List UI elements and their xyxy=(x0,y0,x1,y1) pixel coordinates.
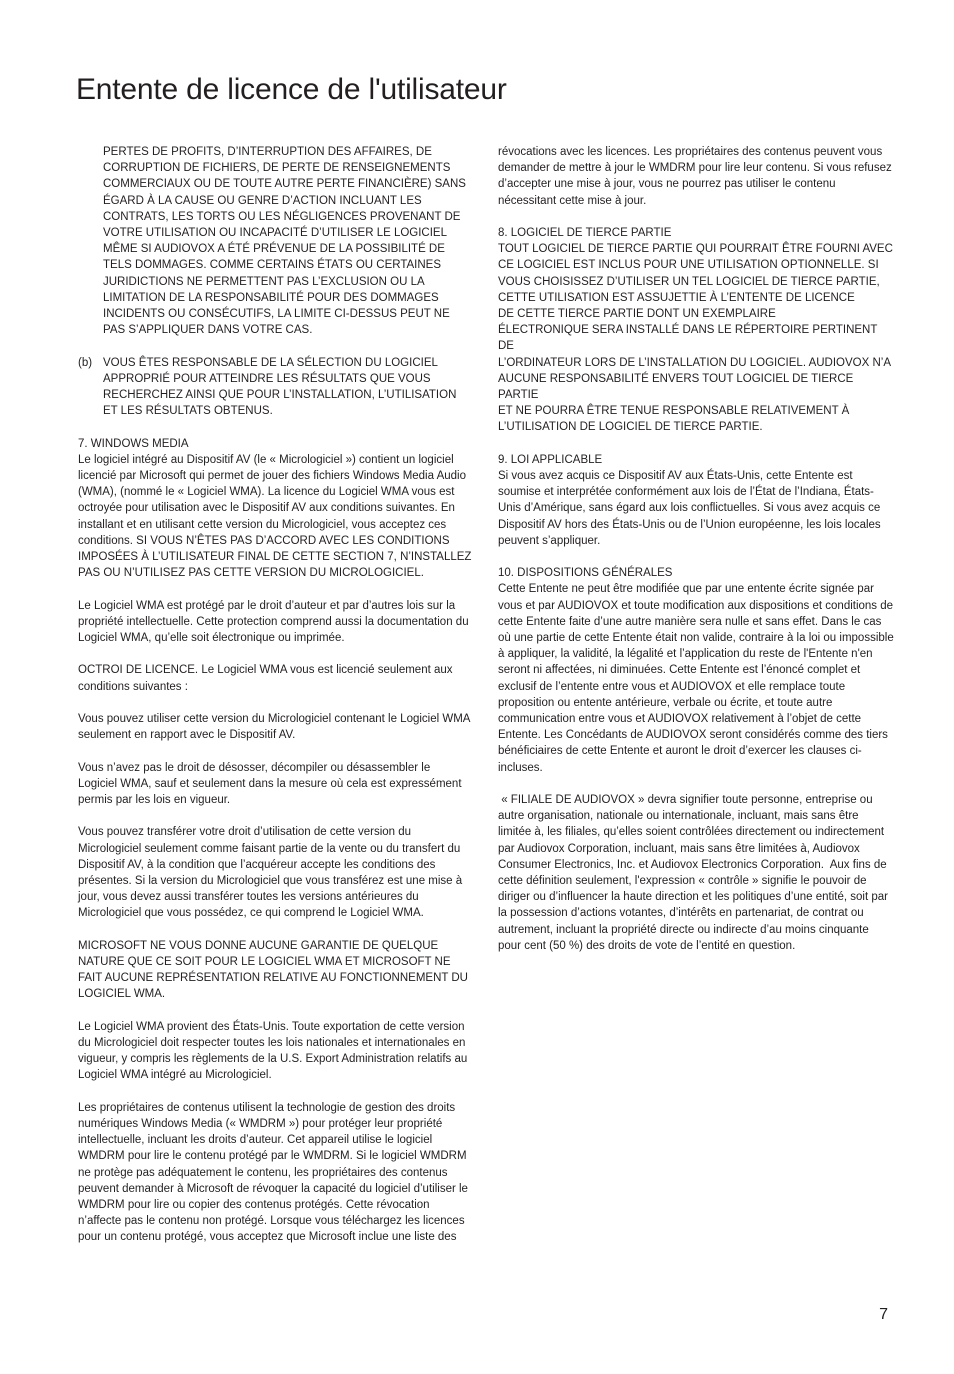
section-7-paragraph-3: OCTROI DE LICENCE. Le Logiciel WMA vous est licencié seulement aux conditions suivantes : xyxy=(78,664,453,693)
page-title: Entente de licence de l'utilisateur xyxy=(76,73,507,106)
section-7-paragraph-7: MICROSOFT NE VOUS DONNE AUCUNE GARANTIE DE QUELQUE NATURE QUE CE SOIT POUR LE LOGICIEL WMA ET MICROSOFT NE FAIT AUCUNE REPRÉSENTATION RELATIVE AU FONCTIONNEMENT DU LOGICIEL WMA. xyxy=(78,939,468,1001)
clause-b-label: (b) xyxy=(78,356,93,369)
section-8-line: L’UTILISATION DE LOGICIEL DE TIERCE PARTIE. xyxy=(498,421,763,434)
section-7-paragraph-2: Le Logiciel WMA est protégé par le droit d’auteur et par d’autres lois sur la propriété intellectuelle. Cette protection comprend aussi la documentation du Logiciel WMA, qu’elle soit électronique ou imprimée. xyxy=(78,599,469,645)
section-7 xyxy=(78,436,472,582)
clause-b-text: VOUS ÊTES RESPONSABLE DE LA SÉLECTION DU LOGICIEL APPROPRIÉ POUR ATTEINDRE LES RÉSULTATS QUE VOUS RECHERCHEZ AINSI QUE POUR L’INSTALLATION, L’UTILISATION ET LES RÉSULTATS OBTENUS. xyxy=(103,356,457,418)
section-8-line: DE CETTE TIERCE PARTIE DONT UN EXEMPLAIRE xyxy=(498,308,776,321)
right-column xyxy=(498,144,894,970)
section-8-line: L’ORDINATEUR LORS DE L’INSTALLATION DU LOGICIEL. AUDIOVOX N’A xyxy=(498,356,892,369)
section-9 xyxy=(498,452,894,549)
section-10 xyxy=(498,565,894,776)
wmdrm-continuation: révocations avec les licences. Les propriétaires des contenus peuvent vous demander de mettre à jour le WMDRM pour lire leur contenu. Si vous refusez d’accepter une mise à jour, vous ne pourrez pas utiliser le contenu nécessitant cette mise à jour. xyxy=(498,146,892,207)
section-7-heading: 7. WINDOWS MEDIA xyxy=(78,437,189,450)
section-8-line: ÉLECTRONIQUE SERA INSTALLÉ DANS LE RÉPERTOIRE PERTINENT DE xyxy=(498,324,878,353)
section-7-paragraph-5: Vous n’avez pas le droit de désosser, décompiler ou désassembler le Logiciel WMA, sauf et seulement dans la mesure où cela est expressément permis par les lois en vigueur. xyxy=(78,761,462,807)
section-10-paragraph-1: Cette Entente ne peut être modifiée que par une entente écrite signée par vous et par AUDIOVOX et toute modification aux dispositions et conditions de cette Entente faite d’une autre manière sera nulle et sans effet. Dans le cas où une partie de cette Entente était non valide, contraire à la loi ou impossible à appliquer, la validité, la légalité et l’application du reste de l'Entente n'en seront ni affectées, ni diminuées. Cette Entente est l’énoncé complet et exclusif de l’entente entre vous et AUDIOVOX et elle remplace toute proposition ou entente antérieure, verbale ou écrite, et toute autre communication entre vous et AUDIOVOX relativement à l’objet de cette Entente. Les Concédants de AUDIOVOX seront considérés comme des tiers bénéficiaires de cette Entente et auront le droit d’exercer les clauses ci-incluses. xyxy=(498,583,894,774)
page-number: 7 xyxy=(879,1306,888,1323)
section-8-line: TOUT LOGICIEL DE TIERCE PARTIE QUI POURRAIT ÊTRE FOURNI AVEC xyxy=(498,243,893,256)
section-7-paragraph-4: Vous pouvez utiliser cette version du Micrologiciel contenant le Logiciel WMA seulement en rapport avec le Dispositif AV. xyxy=(78,713,470,742)
section-10-paragraph-2: « FILIALE DE AUDIOVOX » devra signifier toute personne, entreprise ou autre organisation, nationale ou internationale, incluant, mais sans être limitée à, les filiales, qu’elles soient contrôlées directement ou indirectement par Audiovox Corporation, incluant, mais sans être limitées à, Audiovox Consumer Electronics, Inc. et Audiovox Electronics Corporation. Aux fins de cette définition seulement, l'expression « contrôle » signifie le pouvoir de diriger ou d’influencer la haute direction et les politiques d’une entité, soit par la possession d’actions votantes, d’intérêts en partenariat, de contrat ou autrement, incluant la propriété directe ou indirecte d’au moins cinquante pour cent (50 %) des droits de vote de l’entité en question. xyxy=(498,794,892,952)
left-column xyxy=(78,144,472,1262)
section-8-heading: 8. LOGICIEL DE TIERCE PARTIE xyxy=(498,227,672,239)
section-8 xyxy=(498,225,894,436)
section-7-paragraph-6: Vous pouvez transférer votre droit d’utilisation de cette version du Micrologiciel seulement comme faisant partie de la vente ou du transfert du Dispositif AV, à la condition que l’acquéreur accepte les conditions des présentes. Si la version du Micrologiciel que vous transférez est une mise à jour, vous devez aussi transférer toutes les versions antérieures du Micrologiciel que vous possédez, ce qui comprend le Logiciel WMA. xyxy=(78,826,463,920)
section-8-line: CETTE UTILISATION EST ASSUJETTIE À L’ENTENTE DE LICENCE xyxy=(498,291,855,304)
section-8-line: ET NE POURRA ÊTRE TENUE RESPONSABLE RELATIVEMENT À xyxy=(498,405,850,418)
section-7-paragraph-8: Le Logiciel WMA provient des États-Unis. Toute exportation de cette version du Micrologiciel doit respecter toutes les lois nationales et internationales en vigueur, y compris les règlements de la U.S. Export Administration relatifs au Logiciel WMA intégré au Micrologiciel. xyxy=(78,1020,468,1082)
section-9-heading: 9. LOI APPLICABLE xyxy=(498,453,603,466)
section-8-line: VOUS CHOISISSEZ D’UTILISER UN TEL LOGICIEL DE TIERCE PARTIE, xyxy=(498,275,880,288)
section-7-paragraph-1: Le logiciel intégré au Dispositif AV (le « Micrologiciel ») contient un logiciel licencié par Microsoft qui permet de jouer des fichiers Windows Media Audio (WMA), (nommé le « Logiciel WMA). La licence du Logiciel WMA vous est octroyée pour utilisation avec le Dispositif AV aux conditions suivantes. En installant et en utilisant cette version du Micrologiciel, vous acceptez ces conditions. SI VOUS N’ÊTES PAS D’ACCORD AVEC LES CONDITIONS IMPOSÉES À L’UTILISATEUR FINAL DE CETTE SECTION 7, N’INSTALLEZ PAS OU N’UTILISEZ PAS CETTE VERSION DU MICROLOGICIEL. xyxy=(78,453,472,580)
clause-b xyxy=(78,355,472,420)
section-9-paragraph-1: Si vous avez acquis ce Dispositif AV aux États-Unis, cette Entente est soumise et interprétée conformément aux lois de l’État de l’Indiana, États-Unis d’Amérique, sans égard aux lois conflictuelles. Si vous avez acquis ce Dispositif AV hors des États-Unis ou de l’Union européenne, les lois locales peuvent s’appliquer. xyxy=(498,470,881,547)
section-8-line: AUCUNE RESPONSABILITÉ ENVERS TOUT LOGICIEL DE TIERCE PARTIE xyxy=(498,372,854,402)
section-10-heading: 10. DISPOSITIONS GÉNÉRALES xyxy=(498,567,673,580)
section-8-line: CE LOGICIEL EST INCLUS POUR UNE UTILISATION OPTIONNELLE. SI xyxy=(498,259,879,272)
section-7-paragraph-9: Les propriétaires de contenus utilisent la technologie de gestion des droits numériques Windows Media (« WMDRM ») pour protéger leur propriété intellectuelle, incluant les droits d’auteur. Cet appareil utilise le logiciel WMDRM pour lire le contenu protégé par le WMDRM. Si le logiciel WMDRM ne protège pas adéquatement le contenu, les propriétaires des contenus peuvent demander à Microsoft de révoquer la capacité du logiciel d’utiliser le WMDRM pour lire ou copier des contenus protégés. Cette révocation n’affecte pas le contenu non protégé. Lorsque vous téléchargez les licences pour un contenu protégé, vous acceptez que Microsoft inclue une liste des xyxy=(78,1101,468,1244)
liability-continuation: PERTES DE PROFITS, D’INTERRUPTION DES AFFAIRES, DE CORRUPTION DE FICHIERS, DE PERTE DE RENSEIGNEMENTS COMMERCIAUX OU DE TOUTE AUTRE PERTE FINANCIÈRE) SANS ÉGARD À LA CAUSE OU GENRE D’ACTION INCLUANT LES CONTRATS, LES TORTS OU LES NÉGLIGENCES PROVENANT DE VOTRE UTILISATION OU INCAPACITÉ D’UTILISER LE LOGICIEL MÊME SI AUDIOVOX A ÉTÉ PRÉVENUE DE LA POSSIBILITÉ DE TELS DOMMAGES. COMME CERTAINS ÉTATS OU CERTAINES JURIDICTIONS NE PERMETTENT PAS L’EXCLUSION OU LA LIMITATION DE LA RESPONSABILITÉ POUR DES DOMMAGES INCIDENTS OU CONSÉCUTIFS, LA LIMITE CI-DESSUS PEUT NE PAS S’APPLIQUER DANS VOTRE CAS. xyxy=(103,146,466,337)
